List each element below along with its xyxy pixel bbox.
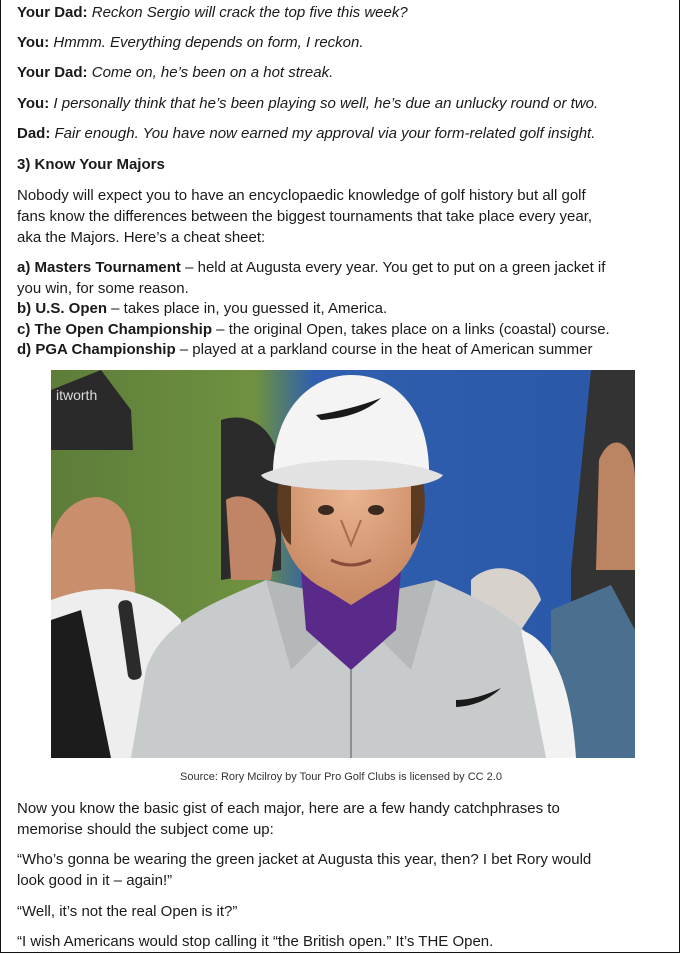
quote-line: “Well, it’s not the real Open is it?”: [17, 903, 238, 920]
dialogue-text: Come on, he’s been on a hot streak.: [91, 64, 334, 81]
dialogue-text: I personally think that he’s been playing so well, he’s due an unlucky round or two.: [53, 95, 599, 112]
major-description: – held at Augusta every year. You get to put on a green jacket if: [180, 259, 606, 276]
golfer-photo: [51, 370, 635, 758]
major-item-masters: [17, 257, 605, 278]
major-item-open-championship: [17, 319, 610, 340]
outro-line: Now you know the basic gist of each major, here are a few handy catchphrases to: [17, 800, 560, 817]
major-item-us-open: [17, 298, 387, 319]
speaker-label: You:: [17, 34, 50, 51]
dialogue-text: Reckon Sergio will crack the top five this week?: [91, 4, 408, 21]
dialogue-line: [17, 32, 364, 53]
dialogue-line: [17, 62, 333, 83]
dialogue-text: Hmmm. Everything depends on form, I reckon.: [53, 34, 364, 51]
major-label: b) U.S. Open: [17, 300, 107, 317]
major-description: – the original Open, takes place on a links (coastal) course.: [212, 321, 610, 338]
major-item-pga: [17, 339, 593, 360]
golfer-illustration: [51, 370, 635, 758]
section-heading: 3) Know Your Majors: [17, 156, 165, 173]
cap-logo-text: itworth: [56, 387, 98, 403]
quote-line: look good in it – again!”: [17, 872, 173, 889]
major-item-masters-cont: you win, for some reason.: [17, 280, 189, 297]
intro-line: fans know the differences between the biggest tournaments that take place every year,: [17, 208, 593, 225]
dialogue-line: [17, 123, 595, 144]
speaker-label: Your Dad:: [17, 4, 88, 21]
quote-line: “Who’s gonna be wearing the green jacket at Augusta this year, then? I bet Rory would: [17, 851, 592, 868]
dialogue-text: Fair enough. You have now earned my approval via your form-related golf insight.: [54, 125, 596, 142]
photo-caption: Source: Rory Mcilroy by Tour Pro Golf Clubs is licensed by CC 2.0: [180, 771, 502, 783]
dialogue-line: [17, 2, 408, 23]
major-description: – played at a parkland course in the heat of American summer: [175, 341, 593, 358]
intro-line: Nobody will expect you to have an encyclopaedic knowledge of golf history but all golf: [17, 187, 586, 204]
speaker-label: You:: [17, 95, 50, 112]
speaker-label: Your Dad:: [17, 64, 88, 81]
speaker-label: Dad:: [17, 125, 51, 142]
quote-line: “I wish Americans would stop calling it “the British open.” It’s THE Open.: [17, 933, 494, 950]
major-description: – takes place in, you guessed it, America.: [107, 300, 388, 317]
major-label: a) Masters Tournament: [17, 259, 181, 276]
major-label: d) PGA Championship: [17, 341, 176, 358]
intro-line: aka the Majors. Here’s a cheat sheet:: [17, 229, 266, 246]
dialogue-line: [17, 93, 598, 114]
major-label: c) The Open Championship: [17, 321, 213, 338]
outro-line: memorise should the subject come up:: [17, 821, 274, 838]
